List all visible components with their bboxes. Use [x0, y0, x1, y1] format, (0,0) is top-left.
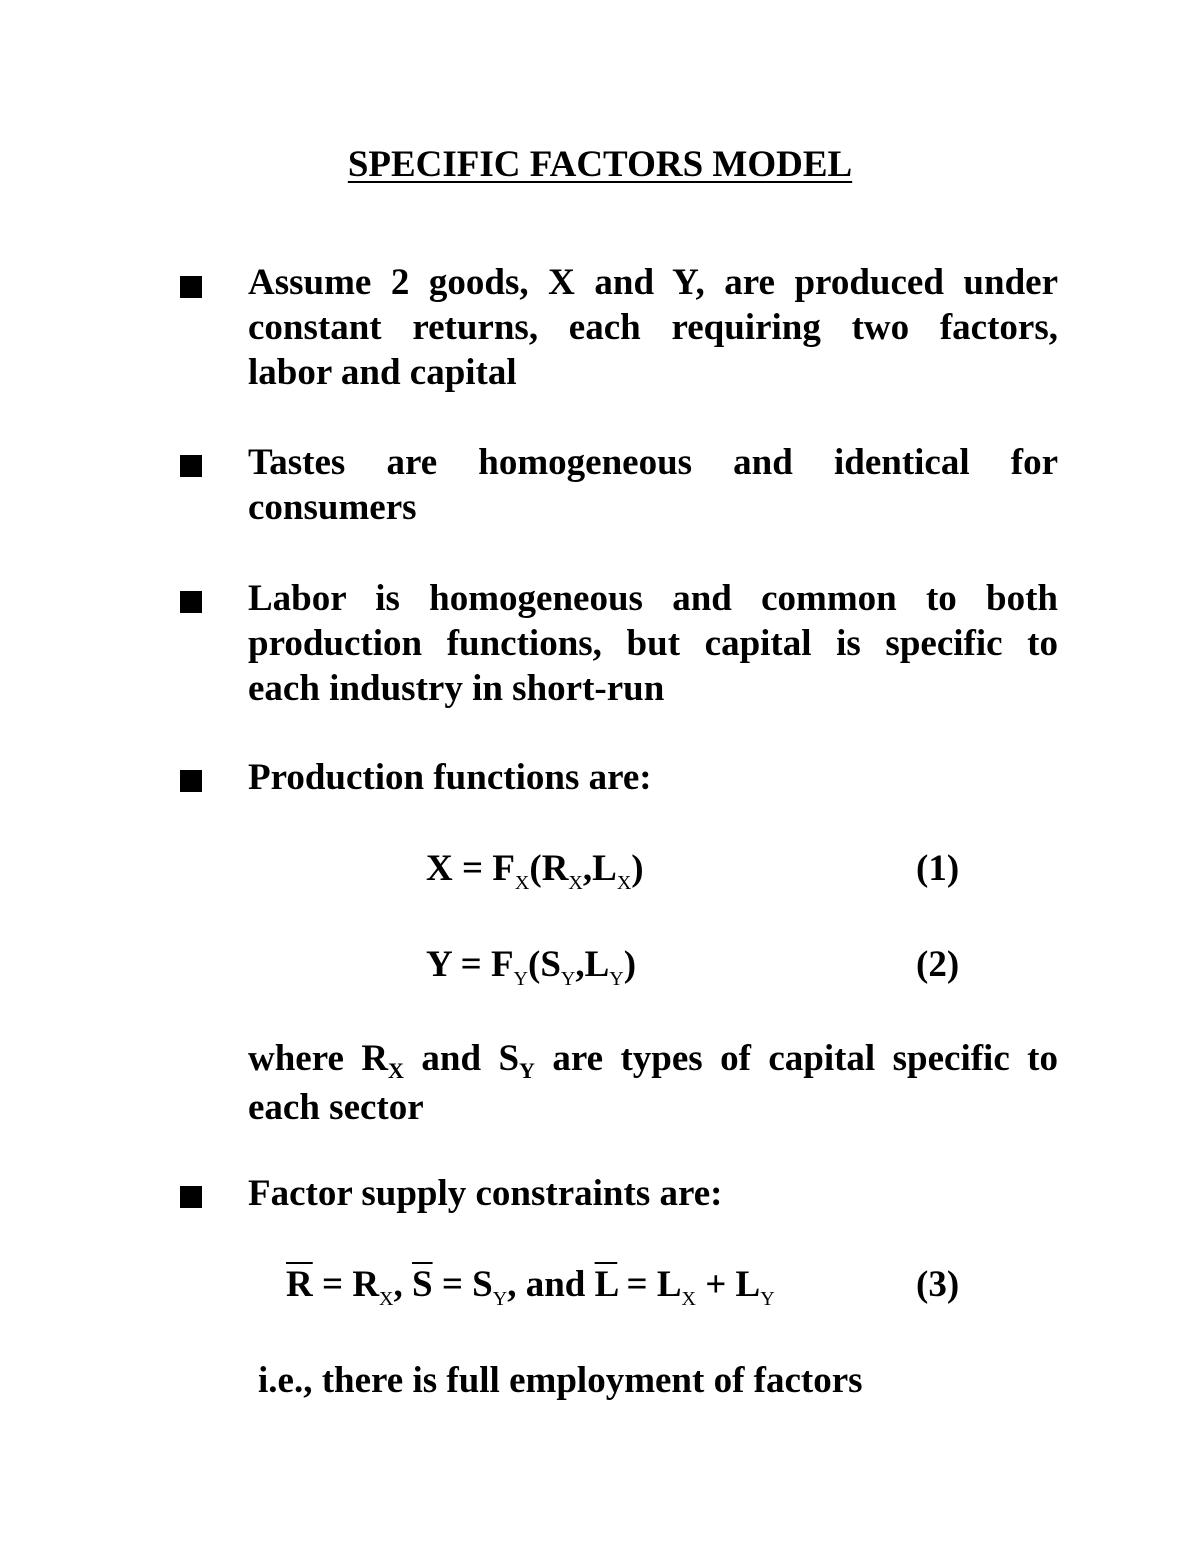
bullet-marker: [180, 591, 202, 613]
where-text-2: and S: [403, 1038, 520, 1079]
eq3-eq-r: = R: [312, 1264, 380, 1305]
eq2-eq: = F: [451, 944, 514, 985]
eq2-lsub: Y: [609, 968, 624, 990]
equation-2-number: (2): [916, 944, 960, 985]
eq2-close: ): [623, 944, 637, 985]
bullet-marker: [180, 1186, 202, 1208]
eq1-fsub: X: [514, 872, 530, 894]
eq2-fsub: Y: [513, 968, 528, 990]
where-sub-x: X: [388, 1058, 404, 1083]
bullet-4-line-1: Production functions are:: [248, 757, 652, 798]
eq3-s-bar: $\overline{S}$: [412, 1264, 433, 1305]
eq3-eq-l: = L: [617, 1264, 682, 1305]
bullet-5-line-1: Factor supply constraints are:: [248, 1173, 723, 1214]
equation-1: [426, 846, 644, 897]
where-text-1: where R: [248, 1038, 389, 1079]
eq3-s-sub: Y: [492, 1288, 508, 1310]
eq1-lhs: X: [426, 848, 453, 889]
bullet-3-line-2: production functions, but capital is specific to: [248, 623, 1058, 664]
equation-1-number: (1): [916, 848, 960, 889]
bullet-marker: [180, 770, 202, 792]
eq3-ly-sub: Y: [760, 1288, 775, 1310]
where-text-3: are types of capital specific to: [534, 1038, 1059, 1079]
eq3-plus: + L: [695, 1264, 761, 1305]
bullet-1-text: [248, 260, 1058, 395]
bullet-1-line-1: Assume 2 goods, X and Y, are produced under: [248, 262, 1058, 303]
eq2-ssub: Y: [560, 968, 576, 990]
page-title: SPECIFIC FACTORS MODEL: [347, 144, 853, 185]
conclusion-text: i.e., there is full employment of factors: [258, 1360, 863, 1401]
bullet-marker: [180, 455, 202, 477]
bullet-3-line-1: Labor is homogeneous and common to both: [248, 578, 1058, 619]
eq3-l-bar: $\overline{L}$: [594, 1264, 618, 1305]
bullet-1-line-2: constant returns, each requiring two factors,: [248, 307, 1058, 348]
where-line-2: each sector: [248, 1087, 424, 1128]
eq1-lsub: X: [616, 872, 632, 894]
eq3-lx-sub: X: [681, 1288, 696, 1310]
equation-3-number: (3): [916, 1264, 960, 1305]
bullet-marker: [180, 276, 202, 298]
eq3-r-bar: $\overline{R}$: [286, 1264, 313, 1305]
eq2-lhs: Y: [426, 944, 452, 985]
where-paragraph: [248, 1036, 1058, 1130]
eq1-open: (R: [529, 848, 569, 889]
bullet-3-text: [248, 576, 1058, 711]
bullet-1-line-3: labor and capital: [248, 352, 517, 393]
bullet-2-line-2: consumers: [248, 487, 417, 528]
bullet-2-line-1: Tastes are homogeneous and identical for: [248, 442, 1058, 483]
where-line-1: [248, 1036, 1058, 1085]
eq3-r-sub: X: [379, 1288, 394, 1310]
eq2-comma: ,L: [575, 944, 610, 985]
eq1-rsub: X: [568, 872, 583, 894]
eq3-sep1: ,: [393, 1264, 412, 1305]
eq3-sep2: , and: [507, 1264, 595, 1305]
bullet-2-text: [248, 440, 1058, 530]
equation-2: [426, 942, 636, 993]
eq1-close: ): [631, 848, 644, 889]
eq2-open: (S: [528, 944, 561, 985]
bullet-3-line-3: each industry in short-run: [248, 668, 665, 709]
eq1-eq: = F: [452, 848, 515, 889]
eq1-comma: ,L: [582, 848, 617, 889]
where-sub-y: Y: [519, 1058, 535, 1083]
equation-3: [286, 1262, 775, 1313]
bullet-4-text: [248, 755, 1058, 800]
bullet-5-text: [248, 1171, 1058, 1216]
eq3-eq-s: = S: [432, 1264, 493, 1305]
